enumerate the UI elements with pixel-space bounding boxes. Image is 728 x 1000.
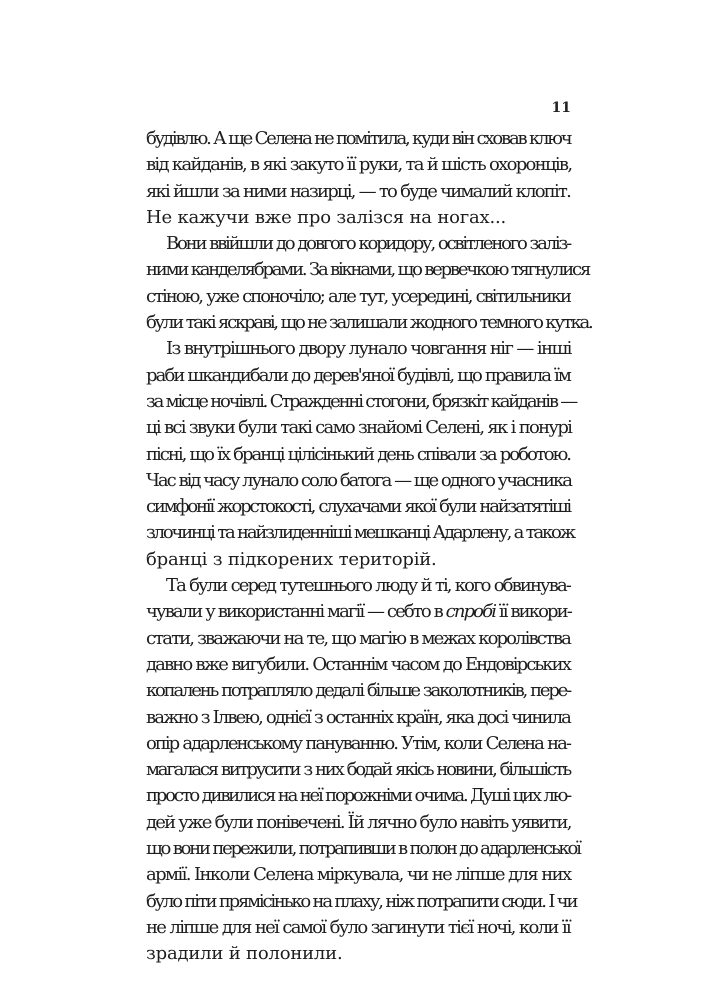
text-line: було піти прямісінько на плаху, ніж потрапити сюди. І чи [146,890,577,912]
text-line: просто дивилися на неї порожніми очима. Душі цих лю- [146,785,570,807]
text-line: від кайданів, в які закуто її руки, та й шість охоронців, [146,154,572,176]
text-line: ними канделябрами. За вікнами, що вервечкою тягнулися [146,259,590,281]
text-line: Не кажучи вже про залізся на ногах... [146,206,507,228]
text-line [146,599,570,625]
text-line: Вони ввійшли до довгого коридору, освітленого заліз- [166,233,570,255]
text-line: дей уже були понівечені. Їй лячно було навіть уявити, [146,811,571,833]
text-line: будівлю. А ще Селена не помітила, куди він сховав ключ [146,128,571,149]
text-line: Час від часу лунало соло батога — ще одного учасника [146,469,571,491]
text-line: копалень потрапляло дедалі більше заколотників, пере- [146,680,570,702]
text-line: що вони пережили, потрапивши в полон до адарленської [146,838,580,860]
text-line: злочинці та найзлиденніші мешканці Адарлену, а також [146,522,575,544]
body-text [146,126,592,968]
text-line: пісні, що їх бранці цілісінький день співали за роботою. [146,443,570,465]
text-line: не ліпше для неї самої було загинути тієї ночі, коли її [146,916,570,938]
emphasized-word: спробі [445,601,496,623]
text-line: ці всі звуки були такі само знайомі Селені, як і понурі [146,417,572,439]
page-number: 11 [551,100,571,116]
text-line: за місце ночівлі. Стражденні стогони, брязкіт кайданів — [146,390,577,412]
text-line: Та були серед тутешнього люду й ті, кого обвинува- [166,575,570,597]
text-line: давно вже вигубили. Останнім часом до Ендовірських [146,653,570,675]
text-line: раби шкандибали до дерев'яної будівлі, що правила їм [146,364,570,386]
text-line: симфонії жорстокості, слухачами якої були найзатятіші [146,496,570,518]
text-line: були такі яскраві, що не залишали жодного темного кутка. [146,312,592,334]
text-segment: її викори- [495,601,571,623]
text-line: стіною, уже споночіло; але тут, усередині, світильники [146,285,570,307]
text-line: Із внутрішнього двору лунало човгання ніг — інші [166,338,571,360]
text-line: важно з Ілвею, однієї з останніх країн, яка досі чинила [146,706,570,728]
text-line: бранці з підкорених територій. [146,548,437,570]
text-line: опір адарленському пануванню. Утім, коли Селена на- [146,732,570,754]
text-line: магалася витрусити з них бодай якісь новини, більшість [146,759,570,781]
text-line: армії. Інколи Селена міркувала, чи не ліпше для них [146,864,571,886]
text-line: стати, зважаючи на те, що магію в межах королівства [146,627,570,649]
text-segment: чували у використанні магії — себто в [146,601,446,623]
text-line: зрадили й полонили. [146,943,343,965]
text-line: які йшли за ними назирці, — то буде чималий клопіт. [146,180,570,202]
